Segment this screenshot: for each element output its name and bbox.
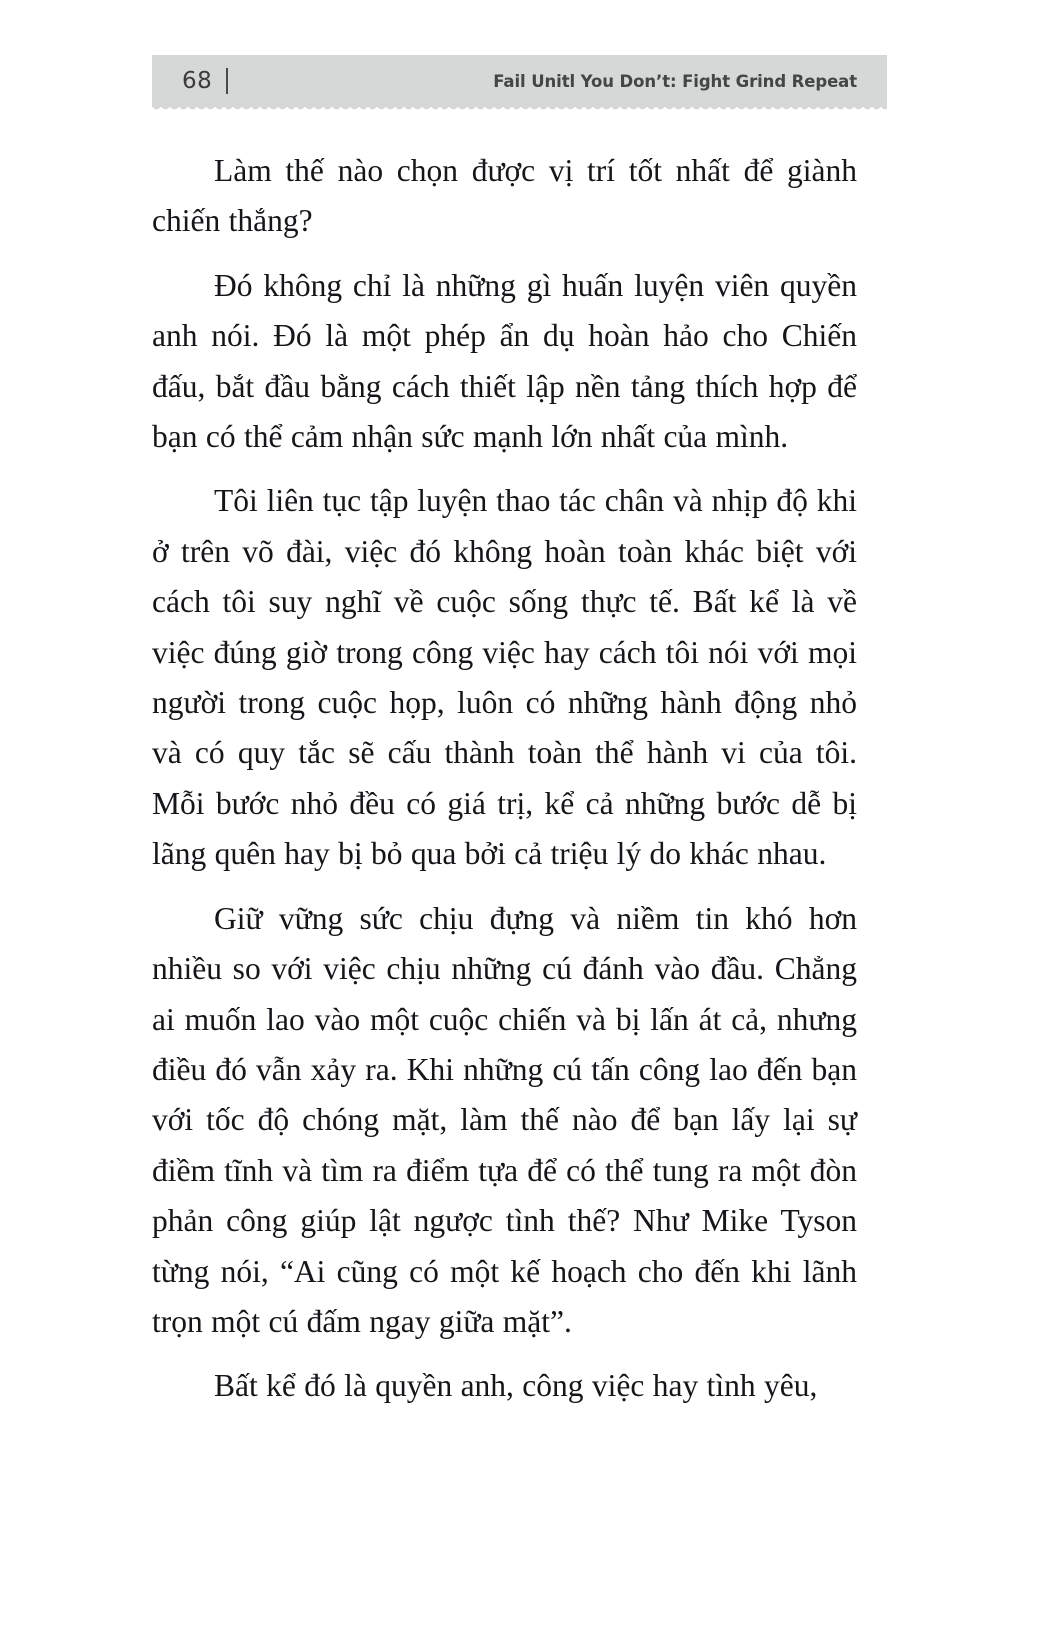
paragraph-2: Đó không chỉ là những gì huấn luyện viên quyền anh nói. Đó là một phép ẩn dụ hoàn hảo cho Chiến đấu, bắt đầu bằng cách thiết lập nền tảng thích hợp để bạn có thể cảm nhận sức mạnh lớn nhất của mình. [152, 267, 857, 455]
vertical-divider-icon [226, 68, 228, 94]
paragraph-3: Tôi liên tục tập luyện thao tác chân và nhịp độ khi ở trên võ đài, việc đó không hoàn toàn khác biệt với cách tôi suy nghĩ về cuộc sống thực tế. Bất kể là về việc đúng giờ trong công việc hay cách tôi nói với mọi người trong cuộc họp, luôn có những hành động nhỏ và có quy tắc sẽ cấu thành toàn thể hành vi của tôi. Mỗi bước nhỏ đều có giá trị, kể cả những bước dễ bị lãng quên hay bị bỏ qua bởi cả triệu lý do khác nhau. [152, 483, 857, 872]
perforated-edge-decoration [152, 105, 887, 114]
paragraph-4: Giữ vững sức chịu đựng và niềm tin khó hơn nhiều so với việc chịu những cú đánh vào đầu. Chẳng ai muốn lao vào một cuộc chiến và bị lấn át cả, nhưng điều đó vẫn xảy ra. Khi những cú tấn công lao đến bạn với tốc độ chóng mặt, làm thế nào để bạn lấy lại sự điềm tĩnh và tìm ra điểm tựa để có thể tung ra một đòn phản công giúp lật ngược tình thế? Như Mike Tyson từng nói, “Ai cũng có một kế hoạch cho đến khi lãnh trọn một cú đấm ngay giữa mặt”. [152, 900, 857, 1339]
running-head-left [182, 68, 228, 94]
book-title: Fail Unitl You Don’t: Fight Grind Repeat [493, 71, 857, 91]
body-text-column [152, 146, 857, 1412]
running-head [152, 55, 887, 107]
paragraph-5: Bất kể đó là quyền anh, công việc hay tình yêu, [214, 1368, 818, 1404]
paragraph-1: Làm thế nào chọn được vị trí tốt nhất để giành chiến thắng? [152, 153, 857, 239]
page-number: 68 [182, 67, 213, 94]
